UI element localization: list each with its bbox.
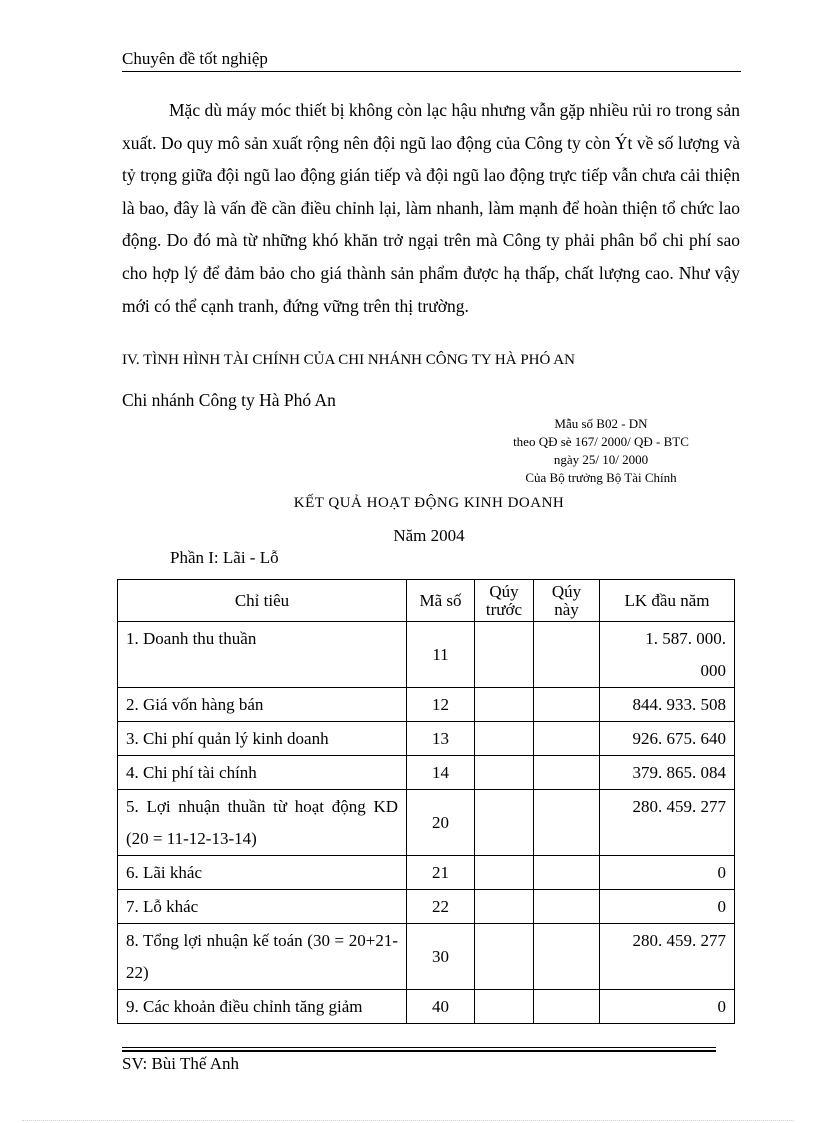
row-name: 4. Chi phí tài chính xyxy=(118,756,407,790)
col-header-code: Mã số xyxy=(407,580,475,622)
row-ytd xyxy=(600,622,735,688)
row-prev-quarter xyxy=(475,924,534,990)
row-this-quarter xyxy=(534,856,600,890)
row-code: 20 xyxy=(407,790,475,856)
row-name: 7. Lỗ khác xyxy=(118,890,407,924)
row-name: 2. Giá vốn hàng bán xyxy=(118,688,407,722)
company-name: Chi nhánh Công ty Hà Phó An xyxy=(122,390,336,410)
report-title: KẾT QUẢ HOẠT ĐỘNG KINH DOANH xyxy=(293,495,565,511)
page-boundary xyxy=(22,1120,794,1121)
report-year: Năm 2004 xyxy=(393,526,465,545)
form-ref-line: Mẫu số B02 - DN xyxy=(554,416,648,431)
row-prev-quarter xyxy=(475,756,534,790)
row-this-quarter xyxy=(534,756,600,790)
table-row xyxy=(118,622,735,688)
row-code: 14 xyxy=(407,756,475,790)
row-ytd: 0 xyxy=(600,990,735,1024)
form-ref-line: theo QĐ sè 167/ 2000/ QĐ - BTC xyxy=(513,434,689,449)
footer-student-name: SV: Bùi Thế Anh xyxy=(122,1054,239,1073)
table-row xyxy=(118,688,735,722)
table-header-row xyxy=(118,580,735,622)
body-paragraph: Mặc dù máy móc thiết bị không còn lạc hậu nhưng vẫn gặp nhiều rủi ro trong sản xuất. Do quy mô sản xuất rộng nên đội ngũ lao động của Công ty còn Ýt về số lượng và tỷ trọng giữa đội ngũ lao động gián tiếp và đội ngũ lao động trực tiếp vẫn chưa cải thiện là bao, đây là vấn đề cần điều chỉnh lại, làm nhanh, làm mạnh để hoàn thiện tổ chức lao động. Do đó mà từ những khó khăn trở ngại trên mà Công ty phải phân bổ chi phí sao cho hợp lý để đảm bảo cho giá thành sản phẩm được hạ thấp, chất lượng cao. Như vậy mới có thể cạnh tranh, đứng vững trên thị trường. xyxy=(122,100,740,316)
form-reference xyxy=(470,415,732,487)
footer-rule-thick xyxy=(122,1050,716,1052)
row-name: 1. Doanh thu thuần xyxy=(118,622,407,688)
row-code: 30 xyxy=(407,924,475,990)
row-name: 9. Các khoản điều chỉnh tăng giảm xyxy=(118,990,407,1024)
footer-rule xyxy=(122,1047,716,1048)
col-header-this-quarter-label: Qúy này xyxy=(551,581,582,619)
row-this-quarter xyxy=(534,790,600,856)
row-ytd: 280. 459. 277 xyxy=(600,790,735,856)
part-label: Phần I: Lãi - Lỗ xyxy=(170,548,279,567)
row-ytd: 844. 933. 508 xyxy=(600,688,735,722)
row-this-quarter xyxy=(534,722,600,756)
row-prev-quarter xyxy=(475,688,534,722)
row-name: 5. Lợi nhuận thuần từ hoạt động KD (20 = 11-12-13-14) xyxy=(118,790,407,856)
table-row xyxy=(118,924,735,990)
row-ytd: 0 xyxy=(600,890,735,924)
row-ytd: 280. 459. 277 xyxy=(600,924,735,990)
table-row xyxy=(118,722,735,756)
row-name: 3. Chi phí quản lý kinh doanh xyxy=(118,722,407,756)
row-ytd: 926. 675. 640 xyxy=(600,722,735,756)
table-row xyxy=(118,856,735,890)
row-prev-quarter xyxy=(475,790,534,856)
row-prev-quarter xyxy=(475,890,534,924)
row-code: 12 xyxy=(407,688,475,722)
row-prev-quarter xyxy=(475,622,534,688)
table-row xyxy=(118,890,735,924)
row-ytd-part1: 1. 587. 000. xyxy=(645,629,726,648)
row-this-quarter xyxy=(534,890,600,924)
row-name: 6. Lãi khác xyxy=(118,856,407,890)
section-heading: IV. TÌNH HÌNH TÀI CHÍNH CỦA CHI NHÁNH CÔNG TY HÀ PHÓ AN xyxy=(122,352,575,368)
row-name: 8. Tổng lợi nhuận kế toán (30 = 20+21-22) xyxy=(118,924,407,990)
row-code: 40 xyxy=(407,990,475,1024)
income-statement-table xyxy=(117,579,735,1024)
row-prev-quarter xyxy=(475,990,534,1024)
form-ref-line: Của Bộ trưởng Bộ Tài Chính xyxy=(525,470,677,485)
row-prev-quarter xyxy=(475,856,534,890)
header-rule xyxy=(122,71,741,72)
row-prev-quarter xyxy=(475,722,534,756)
table-row xyxy=(118,756,735,790)
row-code: 11 xyxy=(407,622,475,688)
row-code: 22 xyxy=(407,890,475,924)
row-code: 13 xyxy=(407,722,475,756)
col-header-prev-quarter-label: Qúy trước xyxy=(485,581,523,619)
col-header-this-quarter xyxy=(534,580,600,622)
table-row xyxy=(118,790,735,856)
row-this-quarter xyxy=(534,990,600,1024)
form-ref-line: ngày 25/ 10/ 2000 xyxy=(553,452,649,467)
row-ytd: 0 xyxy=(600,856,735,890)
col-header-ytd: LK đầu năm xyxy=(600,580,735,622)
col-header-name: Chỉ tiêu xyxy=(118,580,407,622)
row-code: 21 xyxy=(407,856,475,890)
row-this-quarter xyxy=(534,924,600,990)
row-this-quarter xyxy=(534,688,600,722)
table-row xyxy=(118,990,735,1024)
row-ytd: 379. 865. 084 xyxy=(600,756,735,790)
col-header-prev-quarter xyxy=(475,580,534,622)
page-header-title: Chuyên đề tốt nghiệp xyxy=(122,49,268,68)
row-ytd-part2: 000 xyxy=(700,661,726,680)
row-this-quarter xyxy=(534,622,600,688)
